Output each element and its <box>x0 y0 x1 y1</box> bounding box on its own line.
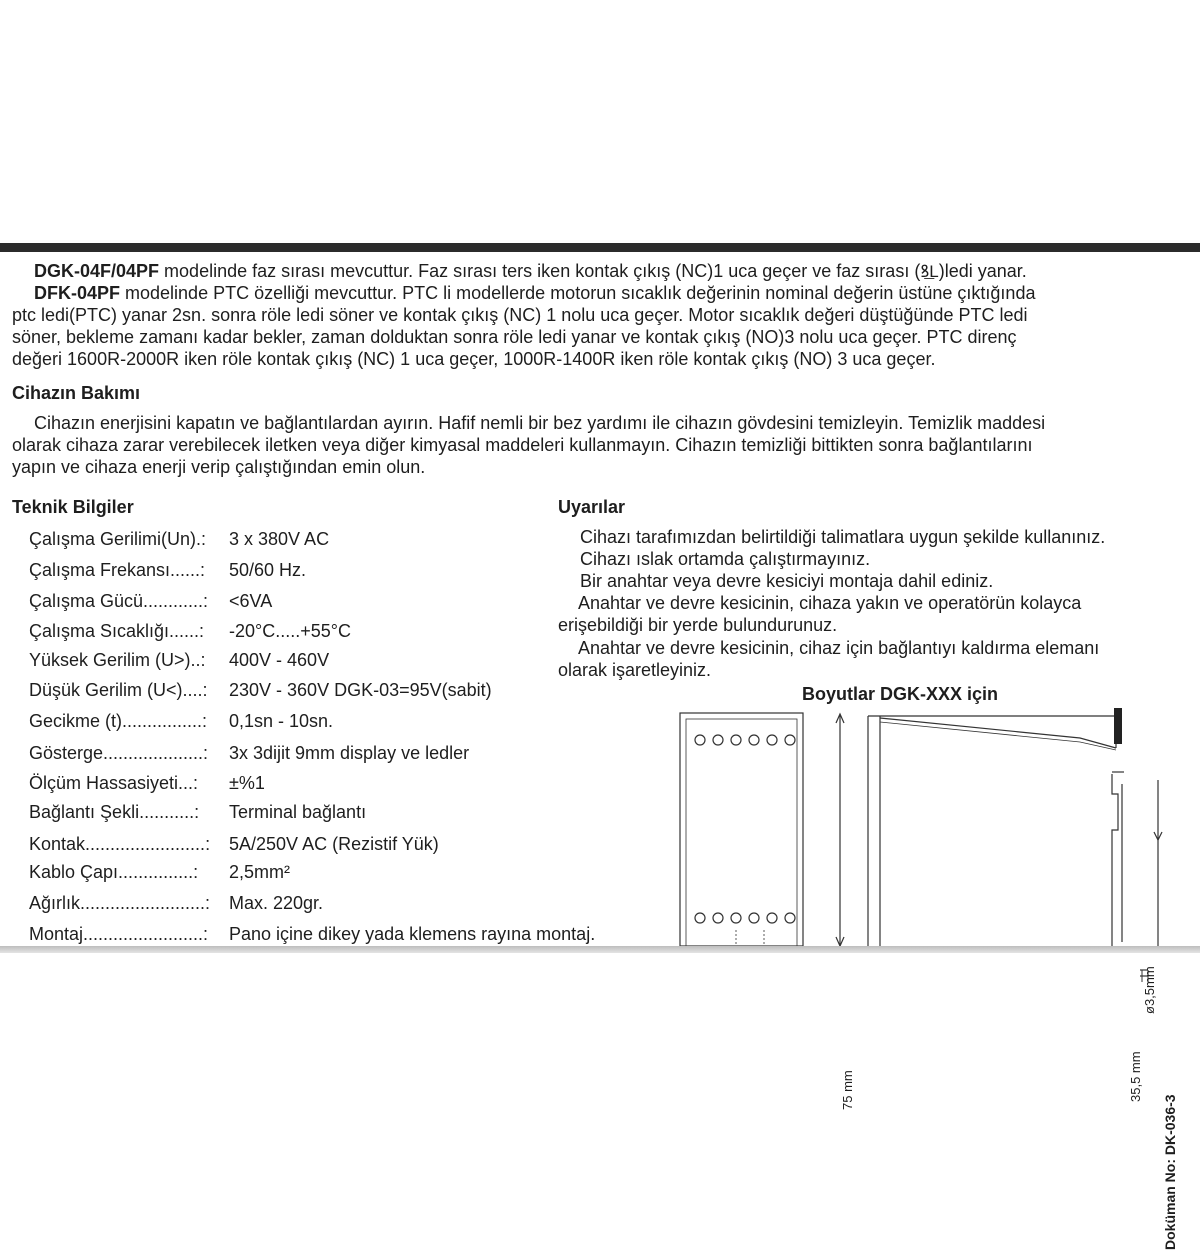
spec-value: 3 x 380V AC <box>229 529 330 549</box>
warning-line: Cihazı tarafımızdan belirtildiği talimatlara uygun şekilde kullanınız. <box>580 527 1106 547</box>
model-dfk: DFK-04PF <box>34 283 121 303</box>
spec-key: Çalışma Frekansı......: <box>29 560 206 580</box>
spec-value: 2,5mm² <box>229 862 291 882</box>
model-dgk: DGK-04F/04PF <box>34 261 160 281</box>
spec-key: Montaj........................: <box>29 924 209 944</box>
top-rule <box>0 243 1200 252</box>
spec-key: Düşük Gerilim (U<)....: <box>29 680 208 700</box>
intro-line-5: değeri 1600R-2000R iken röle kontak çıkış (NC) 1 uca geçer, 1000R-1400R iken röle kontak çıkış (NO) 3 uca geçer. <box>12 349 936 369</box>
document-page <box>0 252 1200 1250</box>
spec-key: Yüksek Gerilim (U>)..: <box>29 650 206 670</box>
dimension-drawing-svg <box>668 702 1200 952</box>
intro-line-1-tail: )ledi yanar. <box>938 261 1027 281</box>
spec-value: Terminal bağlantı <box>229 802 367 822</box>
top-terminals <box>695 735 795 745</box>
spec-value: 5A/250V AC (Rezistif Yük) <box>229 834 439 854</box>
height-dimension-label: 75 mm <box>840 1070 855 1110</box>
intro-line-3: ptc ledi(PTC) yanar 2sn. sonra röle ledi söner ve kontak çıkış (NC) 1 nolu uca geçer. Motor sıcaklık değeri düştüğünde PTC ledi <box>12 305 1028 325</box>
warning-line: Bir anahtar veya devre kesiciyi montaja dahil ediniz. <box>580 571 994 591</box>
front-view-outline <box>680 713 803 946</box>
spec-value: Pano içine dikey yada klemens rayına montaj. <box>229 924 596 944</box>
warning-line: erişebildiği bir yerde bulundurunuz. <box>558 615 838 635</box>
rail-dimension-label: 35,5 mm <box>1128 1051 1143 1102</box>
maintenance-line-1: Cihazın enerjisini kapatın ve bağlantılardan ayırın. Hafif nemli bir bez yardımı ile cihazın gövdesini temizleyin. Temizlik maddesi <box>34 413 1046 433</box>
specs-heading: Teknik Bilgiler <box>12 497 134 517</box>
dimensions-title: Boyutlar DGK-XXX için <box>802 684 999 704</box>
spec-value: -20°C.....+55°C <box>229 621 351 641</box>
intro-line-1-text: modelinde faz sırası mevcuttur. Faz sırası ters iken kontak çıkış (NC)1 uca geçer ve faz sırası ( <box>159 261 921 281</box>
intro-line-1 <box>34 260 1027 283</box>
spec-key: Çalışma Gerilimi(Un).: <box>29 529 207 549</box>
warnings-heading: Uyarılar <box>558 497 626 517</box>
warning-line: Cihazı ıslak ortamda çalıştırmayınız. <box>580 549 871 569</box>
bottom-rule <box>0 946 1200 953</box>
mounting-clip <box>1114 708 1122 744</box>
intro-line-2 <box>34 282 1035 304</box>
spec-key: Çalışma Gücü............: <box>29 591 209 611</box>
spec-value: Max. 220gr. <box>229 893 324 913</box>
intro-line-2-text: modelinde PTC özelliği mevcuttur. PTC li modellerde motorun sıcaklık değerinin nominal değerin üstüne çıktığında <box>120 283 1036 303</box>
spec-value: 0,1sn - 10sn. <box>229 711 334 731</box>
front-view-inner <box>686 719 797 946</box>
spec-key: Çalışma Sıcaklığı......: <box>29 621 205 641</box>
spec-value: 400V - 460V <box>229 650 330 670</box>
dimension-drawing <box>668 702 1200 1250</box>
spec-value: 50/60 Hz. <box>229 560 307 580</box>
din-rail-profile <box>1112 774 1118 946</box>
warning-line: olarak işaretleyiniz. <box>558 660 712 680</box>
maintenance-line-3: yapın ve cihaza enerji verip çalıştığından emin olun. <box>12 457 426 477</box>
warning-line: Anahtar ve devre kesicinin, cihaz için bağlantıyı kaldırma elemanı <box>578 638 1100 658</box>
spec-value: 3x 3dijit 9mm display ve ledler <box>229 743 470 763</box>
spec-value: 230V - 360V DGK-03=95V(sabit) <box>229 680 492 700</box>
spec-key: Bağlantı Şekli...........: <box>29 802 200 822</box>
document-number: Doküman No: DK-036-3 <box>1162 1094 1178 1250</box>
spec-key: Kontak........................: <box>29 834 211 854</box>
spec-key: Gecikme (t)................: <box>29 711 208 731</box>
spec-key: Ağırlık.........................: <box>29 893 211 913</box>
spec-value: <6VA <box>229 591 273 611</box>
phase-sequence-symbol: ꝸ͟L <box>920 262 939 281</box>
spec-value: ±%1 <box>229 773 265 793</box>
spec-key: Kablo Çapı...............: <box>29 862 199 882</box>
maintenance-line-2: olarak cihaza zarar verebilecek iletken veya diğer kimyasal maddeleri kullanmayın. Cihazın temizliği bittikten sonra bağlantılarını <box>12 435 1033 455</box>
maintenance-heading: Cihazın Bakımı <box>12 383 141 403</box>
warning-line: Anahtar ve devre kesicinin, cihaza yakın ve operatörün kolayca <box>578 593 1082 613</box>
spec-key: Ölçüm Hassasiyeti...: <box>29 773 199 793</box>
hole-dimension-label: ø3,5mm <box>1142 966 1157 1014</box>
intro-line-4: söner, bekleme zamanı kadar bekler, zaman dolduktan sonra röle ledi yanar ve kontak çıkış (NO)3 nolu uca geçer. PTC direnç <box>12 327 1017 347</box>
bottom-terminals <box>695 913 795 923</box>
spec-key: Gösterge....................: <box>29 743 209 763</box>
